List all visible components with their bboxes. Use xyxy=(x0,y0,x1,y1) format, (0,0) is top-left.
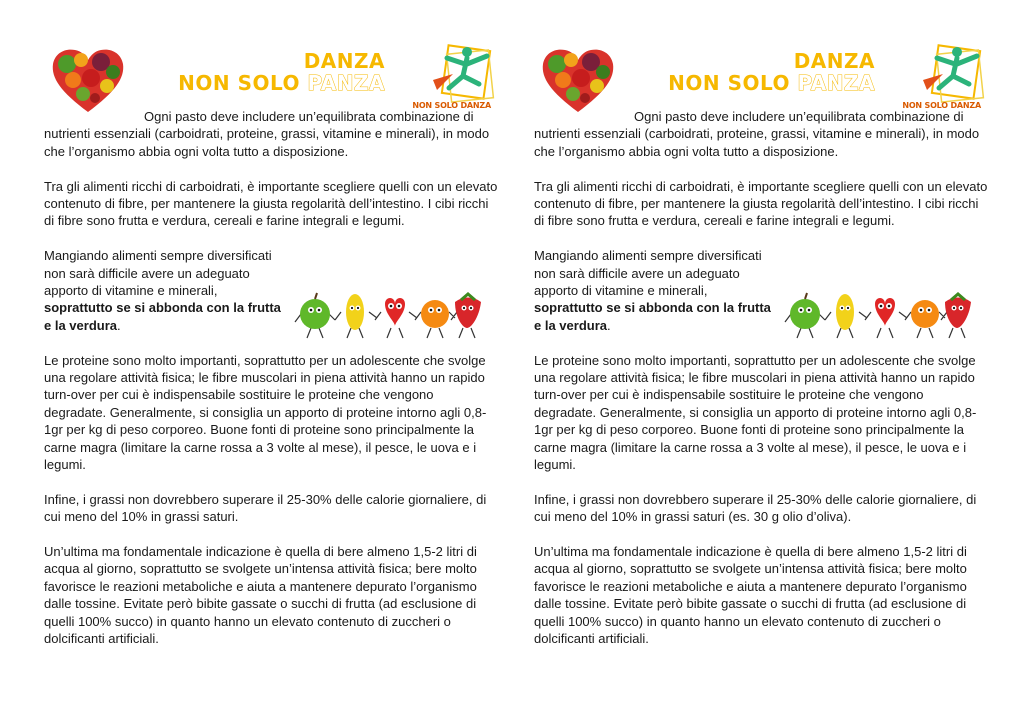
paragraph-4: Le proteine sono molto importanti, soprattutto per un adolescente che svolge una regolare attività fisica; le fibre muscolari in piena attività hanno un rapido turn-over per cui è indispensabile sostituire le proteine che vengono degradate. Generalmente, si consiglia un apporto di proteine intorno agli 0,8-1gr per kg di peso corporeo. Buone fonti di proteine sono principalmente la carne magra (limitare la carne rossa a 3 volte al mese), il pesce, le uova e i legumi. xyxy=(534,352,977,473)
body-text xyxy=(44,108,499,665)
paragraph-3-end: . xyxy=(607,317,611,333)
paragraph-3-b: minerali, xyxy=(658,283,708,299)
paragraph-3 xyxy=(534,247,772,334)
flyer-title xyxy=(668,50,875,94)
paragraph-3 xyxy=(44,247,282,334)
paragraph-3-bold: soprattutto se si abbonda con la frutta e la verdura xyxy=(44,300,281,333)
fruit-heart-icon xyxy=(541,48,615,114)
paragraph-3-a: Mangiando alimenti sempre diversificati non sarà difficile avere un adeguato apporto di vitamine e xyxy=(44,248,272,299)
flyer-page-right xyxy=(525,0,995,724)
paragraph-2: Tra gli alimenti ricchi di carboidrati, è importante scegliere quelli con un elevato contenuto di fibre, per mantenere la giusta regolarità dell’intestino. I cibi ricchi di fibre sono frutta e verdura, cereali e farine integrali e legumi. xyxy=(534,178,988,229)
paragraph-6: Un’ultima ma fondamentale indicazione è quella di bere almeno 1,5-2 litri di acqua al giorno, soprattutto se svolgete un’intensa attività fisica; bere molto favorisce le reazioni metaboliche e aiuta a mantenere depurato l’organismo dalle tossine. Evitate però bibite gassate o succhi di frutta (ad esclusione di quelli 100% succo) in quanto hanno un elevato contenuto di zuccheri o dolcificanti artificiali. xyxy=(534,544,967,647)
logo-text: NON SOLO DANZA xyxy=(902,101,981,110)
fruit-characters-icon xyxy=(783,290,973,340)
body-text xyxy=(534,108,989,665)
paragraph-5: Infine, i grassi non dovrebbero superare il 25-30% delle calorie giornaliere, di cui meno del 10% in grassi saturi. xyxy=(44,491,487,525)
paragraph-1: Ogni pasto deve includere un’equilibrata combinazione di nutrienti essenziali (carboidrati, proteine, grassi, vitamine e minerali), in modo che l’organismo abbia ogni volta tutto a disposizione. xyxy=(44,109,490,159)
flyer-title xyxy=(178,50,385,94)
paragraph-3-end: . xyxy=(117,317,121,333)
title-line-1: DANZA xyxy=(303,49,385,73)
title-line-2-b: PANZA xyxy=(797,71,875,95)
title-line-2-a: NON SOLO xyxy=(178,71,308,95)
flyer-page-left xyxy=(35,0,505,724)
fruit-heart-icon xyxy=(51,48,125,114)
title-line-2-a: NON SOLO xyxy=(668,71,798,95)
title-line-2 xyxy=(178,72,385,94)
title-line-1: DANZA xyxy=(793,49,875,73)
title-line-2 xyxy=(668,72,875,94)
logo-text: NON SOLO DANZA xyxy=(412,101,491,110)
title-line-2-b: PANZA xyxy=(307,71,385,95)
paragraph-6: Un’ultima ma fondamentale indicazione è quella di bere almeno 1,5-2 litri di acqua al giorno, soprattutto se svolgete un’intensa attività fisica; bere molto favorisce le reazioni metaboliche e aiuta a mantenere depurato l’organismo dalle tossine. Evitate però bibite gassate o succhi di frutta (ad esclusione di quelli 100% succo) in quanto hanno un elevato contenuto di zuccheri o dolcificanti artificiali. xyxy=(44,544,477,647)
paragraph-3-a: Mangiando alimenti sempre diversificati non sarà difficile avere un adeguato apporto di vitamine e xyxy=(534,248,762,299)
paragraph-2: Tra gli alimenti ricchi di carboidrati, è importante scegliere quelli con un elevato contenuto di fibre, per mantenere la giusta regolarità dell’intestino. I cibi ricchi di fibre sono frutta e verdura, cereali e farine integrali e legumi. xyxy=(44,178,498,229)
fruit-characters-icon xyxy=(293,290,483,340)
paragraph-4: Le proteine sono molto importanti, soprattutto per un adolescente che svolge una regolare attività fisica; le fibre muscolari in piena attività hanno un rapido turn-over per cui è indispensabile sostituire le proteine che vengono degradate. Generalmente, si consiglia un apporto di proteine intorno agli 0,8-1gr per kg di peso corporeo. Buone fonti di proteine sono principalmente la carne magra (limitare la carne rossa a 3 volte al mese), il pesce, le uova e i legumi. xyxy=(44,352,487,473)
paragraph-3-b: minerali, xyxy=(168,283,218,299)
paragraph-5: Infine, i grassi non dovrebbero superare il 25-30% delle calorie giornaliere, di cui meno del 10% in grassi saturi (es. 30 g olio d’oliva). xyxy=(534,491,977,525)
paragraph-1: Ogni pasto deve includere un’equilibrata combinazione di nutrienti essenziali (carboidrati, proteine, grassi, vitamine e minerali), in modo che l’organismo abbia ogni volta tutto a disposizione. xyxy=(534,109,980,159)
paragraph-3-bold: soprattutto se si abbonda con la frutta e la verdura xyxy=(534,300,771,333)
